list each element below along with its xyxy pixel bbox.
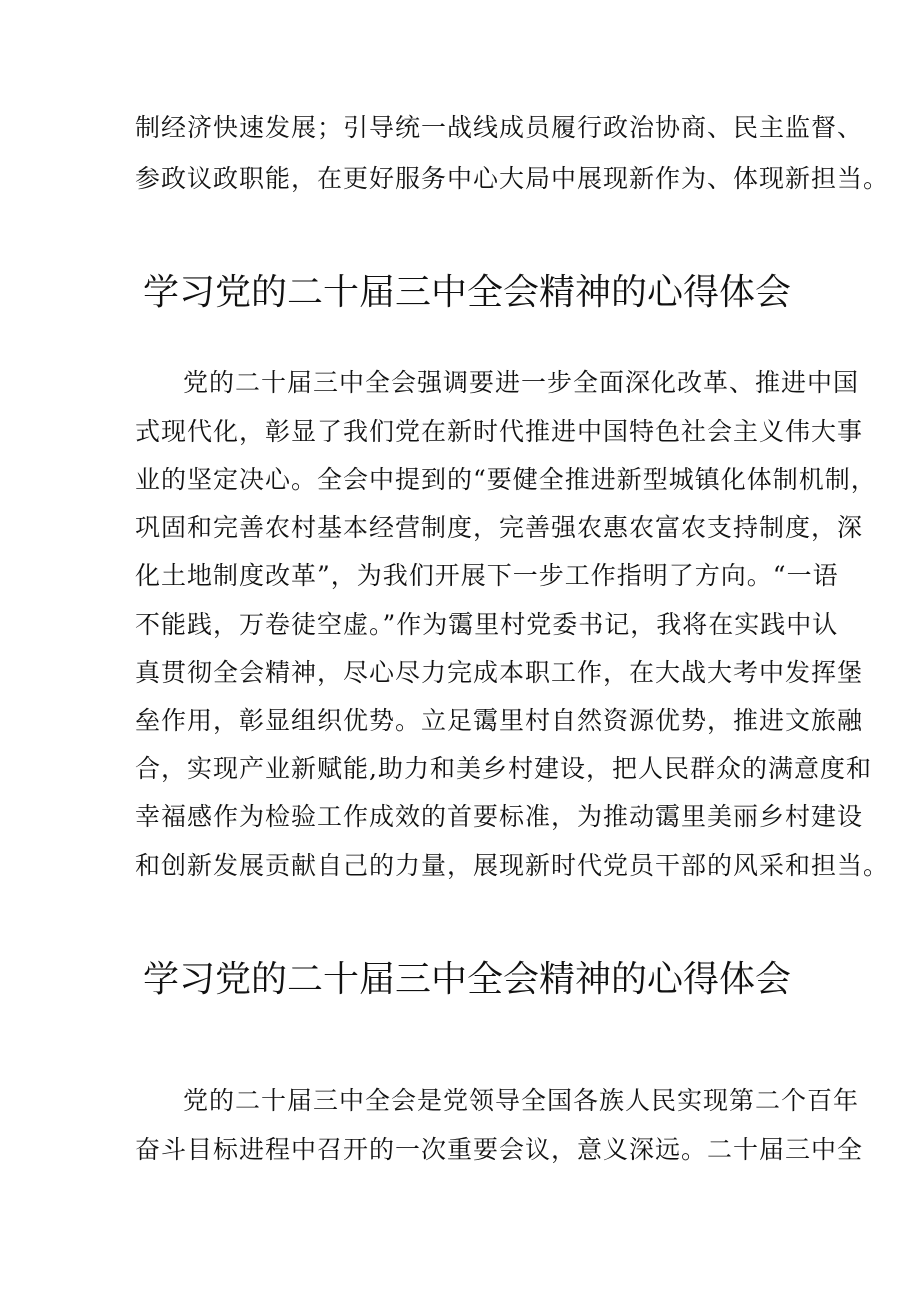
paragraph-line: 和创新发展贡献自己的力量，展现新时代党员干部的风采和担当。 [135, 851, 890, 880]
paragraph-line: 幸福感作为检验工作成效的首要标准，为推动霭里美丽乡村建设 [135, 802, 864, 831]
section-heading: 学习党的二十届三中全会精神的心得体会 [143, 959, 792, 1000]
paragraph-line: 真贯彻全会精神，尽心尽力完成本职工作，在大战大考中发挥堡 [135, 658, 864, 687]
section-heading: 学习党的二十届三中全会精神的心得体会 [143, 272, 792, 313]
paragraph-line: 党的二十届三中全会是党领导全国各族人民实现第二个百年 [183, 1086, 860, 1115]
paragraph-line: 业的坚定决心。全会中提到的“要健全推进新型城镇化体制机制， [135, 465, 877, 494]
paragraph-line: 制经济快速发展；引导统一战线成员履行政治协商、民主监督、 [135, 113, 864, 142]
paragraph-line: 化土地制度改革”，为我们开展下一步工作指明了方向。“一语 [135, 561, 839, 590]
paragraph-line: 参政议政职能，在更好服务中心大局中展现新作为、体现新担当。 [135, 164, 890, 193]
paragraph-line: 奋斗目标进程中召开的一次重要会议，意义深远。二十届三中全 [135, 1135, 864, 1164]
paragraph-line: 垒作用，彰显组织优势。立足霭里村自然资源优势，推进文旅融 [135, 706, 864, 735]
paragraph-line: 巩固和完善农村基本经营制度，完善强农惠农富农支持制度，深 [135, 513, 864, 542]
paragraph-line: 合，实现产业新赋能,助力和美乡村建设，把人民群众的满意度和 [135, 754, 872, 783]
paragraph-line: 党的二十届三中全会强调要进一步全面深化改革、推进中国 [183, 368, 860, 397]
paragraph-line: 不能践，万卷徒空虚。”作为霭里村党委书记，我将在实践中认 [135, 610, 839, 639]
paragraph-line: 式现代化，彰显了我们党在新时代推进中国特色社会主义伟大事 [135, 417, 864, 446]
